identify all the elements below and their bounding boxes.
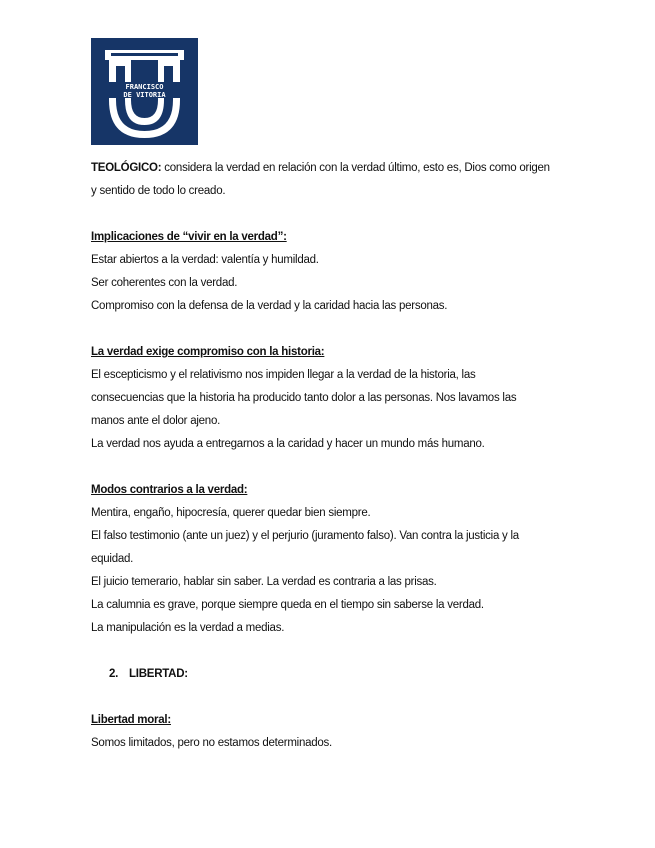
teologico-line2: y sentido de todo lo creado. xyxy=(91,185,226,197)
modos-item-4: La calumnia es grave, porque siempre queda en el tiempo sin saberse la verdad. xyxy=(91,599,484,611)
historia-para1-line3: manos ante el dolor ajeno. xyxy=(91,415,221,427)
teologico-label: TEOLÓGICO: xyxy=(91,162,162,174)
teologico-text1: considera la verdad en relación con la verdad último, esto es, Dios como origen xyxy=(161,162,550,174)
implicaciones-heading: Implicaciones de “vivir en la verdad”: xyxy=(91,231,287,243)
historia-para2: La verdad nos ayuda a entregarnos a la caridad y hacer un mundo más humano. xyxy=(91,438,485,450)
spacer xyxy=(91,318,566,341)
document-body xyxy=(91,157,566,755)
libertad-number: 2. xyxy=(109,668,119,680)
spacer xyxy=(91,456,566,479)
modos-item-5: La manipulación es la verdad a medias. xyxy=(91,622,285,634)
logo-top-bar-stripe xyxy=(111,53,178,56)
spacer xyxy=(91,203,566,226)
teologico-line1 xyxy=(91,157,566,180)
spacer xyxy=(91,686,566,709)
modos-item-2-line1: El falso testimonio (ante un juez) y el perjurio (juramento falso). Van contra la justicia y la xyxy=(91,530,519,542)
libertad-text: Somos limitados, pero no estamos determinados. xyxy=(91,737,332,749)
university-logo xyxy=(91,38,198,145)
historia-heading: La verdad exige compromiso con la historia: xyxy=(91,346,325,358)
modos-heading: Modos contrarios a la verdad: xyxy=(91,484,248,496)
modos-item-1: Mentira, engaño, hipocresía, querer quedar bien siempre. xyxy=(91,507,371,519)
libertad-subheading: Libertad moral: xyxy=(91,714,171,726)
modos-item-3: El juicio temerario, hablar sin saber. La verdad es contraria a las prisas. xyxy=(91,576,437,588)
university-logo-mark xyxy=(91,38,198,145)
historia-para1-line2: consecuencias que la historia ha producido tanto dolor a las personas. Nos lavamos las xyxy=(91,392,517,404)
implicaciones-item-3: Compromiso con la defensa de la verdad y la caridad hacia las personas. xyxy=(91,300,448,312)
historia-para1-line1: El escepticismo y el relativismo nos impiden llegar a la verdad de la historia, las xyxy=(91,369,476,381)
spacer xyxy=(91,640,566,663)
logo-text-line2: DE VITORIA xyxy=(123,91,166,99)
libertad-section-heading xyxy=(91,663,566,686)
logo-text-line1: FRANCISCO xyxy=(125,83,164,91)
modos-item-2-line2: equidad. xyxy=(91,553,134,565)
implicaciones-item-1: Estar abiertos a la verdad: valentía y humildad. xyxy=(91,254,319,266)
libertad-title: LIBERTAD: xyxy=(129,668,188,680)
implicaciones-item-2: Ser coherentes con la verdad. xyxy=(91,277,238,289)
